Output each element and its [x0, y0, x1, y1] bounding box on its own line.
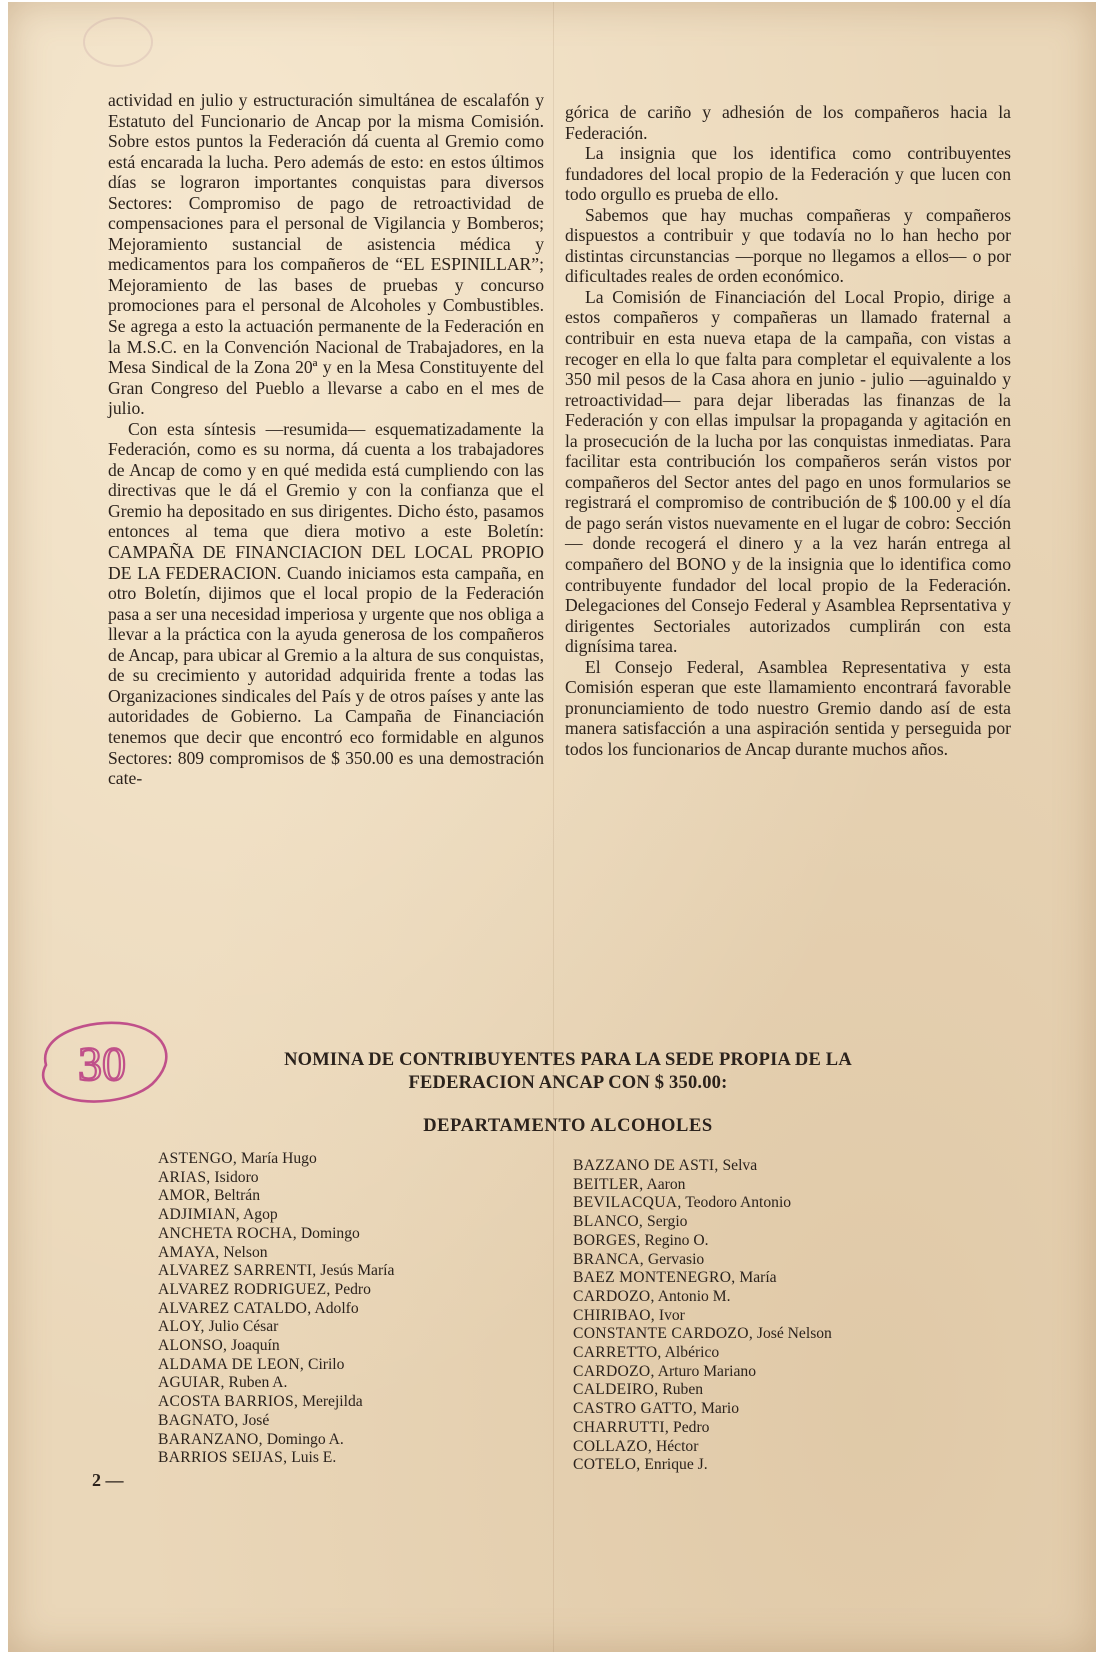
- contributor-entry: [158, 1281, 538, 1300]
- contributor-entry: [573, 1400, 953, 1419]
- contributor-entry: [158, 1412, 538, 1431]
- heading-line-2: FEDERACION ANCAP CON $ 350.00:: [408, 1073, 728, 1093]
- contributor-entry: [573, 1419, 953, 1438]
- contributor-given-name: Antonio M.: [657, 1287, 731, 1305]
- contributor-entry: [573, 1381, 953, 1400]
- left-paragraph-2: Con esta síntesis —resumida— esquematizadamente la Federación, como es su norma, dá cuenta a los trabajadores de Ancap de como y en qué medida está cumpliendo con las directivas que le dá el Gremio y con la confianza que el Gremio ha depositado en sus dirigentes. Dicho ésto, pasamos entonces al tema que diera motivo a este Boletín: CAMPAÑA DE FINANCIACION DEL LOCAL PROPIO DE LA FEDERACION. Cuando iniciamos esta campaña, en otro Boletín, dijimos que el local propio de la Federación pasa a ser una necesidad imperiosa y urgente que nos obliga a llevar a la práctica con la ayuda generosa de los compañeros de Ancap, para ubicar al Gremio a la altura de sus conquistas, de su crecimiento y autoridad adquirida frente a todas las Organizaciones sindicales del País y de otros países y ante las autoridades de Gobierno. La Campaña de Financiación tenemos que decir que encontró eco formidable en algunos Sectores: 809 compromisos de $ 350.00 es una demostración cate-: [108, 418, 544, 789]
- contributor-surname: CONSTANTE CARDOZO,: [573, 1325, 754, 1343]
- contributor-entry: [573, 1232, 953, 1251]
- contributor-entry: [573, 1213, 953, 1232]
- contributor-surname: AGUIAR,: [158, 1374, 225, 1392]
- contributor-given-name: Joaquín: [231, 1337, 280, 1355]
- contributor-given-name: Gervasio: [647, 1250, 705, 1268]
- contributor-given-name: José: [242, 1411, 270, 1429]
- contributor-surname: BAGNATO,: [158, 1411, 239, 1429]
- contributor-given-name: Mario: [700, 1400, 740, 1418]
- contributor-entry: [158, 1225, 538, 1244]
- contributor-entry: [573, 1194, 953, 1213]
- contributor-surname: AMAYA,: [158, 1243, 220, 1261]
- contributor-given-name: Merejilda: [302, 1393, 363, 1411]
- contributor-given-name: Cirilo: [308, 1355, 345, 1373]
- contributor-surname: BARRIOS SEIJAS,: [158, 1449, 288, 1467]
- contributor-surname: CHARRUTTI,: [573, 1418, 670, 1436]
- contributor-given-name: Héctor: [655, 1437, 699, 1455]
- contributor-surname: ALVAREZ RODRIGUEZ,: [158, 1280, 331, 1298]
- contributor-surname: ALONSO,: [158, 1337, 228, 1355]
- left-paragraph-1: actividad en julio y estructuración simultánea de escalafón y Estatuto del Funcionario de Ancap por la misma Comisión. Sobre estos puntos la Federación dá cuenta al Gremio como está encarada la lucha. Pero además de esto: en estos últimos días se lograron importantes conquistas para diversos Sectores: Compromiso de pago de retroactividad de compensaciones para el personal de Vigilancia y Bomberos; Mejoramiento sustancial de asistencia médica y medicamentos para los compañeros de “EL ESPINILLAR”; Mejoramiento de las bases de pruebas y concurso promociones para el personal de Alcoholes y Combustibles. Se agrega a esto la actuación permanente de la Federación en la M.S.C. en la Convención Nacional de Trabajadores, en la Mesa Sindical de la Zona 20ª y en la Mesa Constituyente del Gran Congreso del Pueblo a llevarse a cabo en el mes de julio.: [108, 90, 544, 419]
- contributor-surname: CHIRIBAO,: [573, 1306, 655, 1324]
- contributor-entry: [573, 1344, 953, 1363]
- contributor-entry: [158, 1262, 538, 1281]
- contributor-surname: CARDOZO,: [573, 1287, 655, 1305]
- contributor-surname: CARDOZO,: [573, 1362, 655, 1380]
- contributor-entry: [573, 1307, 953, 1326]
- right-paragraph-5: El Consejo Federal, Asamblea Representativa y esta Comisión esperan que este llamamiento encontrará favorable pronunciamiento de todo nuestro Gremio dando así de esta manera satisfacción a una aspiración sentida y perseguida por todos los funcionarios de Ancap durante muchos años.: [565, 656, 1011, 759]
- document-page: [8, 2, 1096, 1652]
- contributor-entry: [158, 1244, 538, 1263]
- contributor-surname: ADJIMIAN,: [158, 1206, 240, 1224]
- contributor-entry: [573, 1456, 953, 1475]
- contributor-given-name: Beltrán: [214, 1187, 260, 1205]
- contributor-entry: [573, 1176, 953, 1195]
- right-paragraph-1: górica de cariño y adhesión de los compañeros hacia la Federación.: [565, 102, 1011, 143]
- contributor-given-name: María Hugo: [240, 1150, 317, 1167]
- contributor-given-name: Agop: [243, 1206, 278, 1224]
- contributor-entry: [573, 1251, 953, 1270]
- handwritten-circled-number-stamp: [28, 1010, 178, 1110]
- contributor-given-name: Teodoro Antonio: [685, 1194, 792, 1212]
- contributor-given-name: Nelson: [223, 1243, 268, 1261]
- left-text-column: [108, 90, 544, 789]
- contributor-surname: BAZZANO DE ASTI,: [573, 1157, 719, 1174]
- contributor-entry: [158, 1169, 538, 1188]
- contributors-list-heading: [188, 1049, 948, 1095]
- contributor-surname: ALOY,: [158, 1318, 205, 1336]
- contributor-given-name: Sergio: [647, 1213, 688, 1231]
- contributor-surname: BORGES,: [573, 1231, 641, 1249]
- contributor-given-name: Domingo: [300, 1224, 360, 1242]
- contributor-given-name: Adolfo: [314, 1299, 359, 1317]
- contributor-surname: ALVAREZ SARRENTI,: [158, 1262, 317, 1280]
- contributor-entry: [158, 1206, 538, 1225]
- contributor-surname: BEVILACQUA,: [573, 1194, 682, 1212]
- contributor-entry: [158, 1337, 538, 1356]
- contributor-surname: CARRETTO,: [573, 1344, 662, 1362]
- contributor-surname: BAEZ MONTENEGRO,: [573, 1269, 736, 1287]
- contributor-given-name: Selva: [722, 1157, 758, 1174]
- contributor-entry: [158, 1374, 538, 1393]
- stamp-number: 30: [78, 1038, 126, 1091]
- contributor-surname: BRANCA,: [573, 1250, 644, 1268]
- page-number: 2 —: [92, 1470, 124, 1490]
- contributor-given-name: Ruben: [662, 1381, 704, 1399]
- contributor-entry: [158, 1187, 538, 1206]
- contributor-surname: ANCHETA ROCHA,: [158, 1224, 297, 1242]
- contributor-given-name: Pedro: [334, 1280, 371, 1298]
- contributors-list-left: [158, 1150, 538, 1468]
- right-paragraph-2: La insignia que los identifica como contribuyentes fundadores del local propio de la Federación y que lucen con todo orgullo es prueba de ello.: [565, 143, 1011, 205]
- contributor-given-name: Aaron: [646, 1175, 686, 1193]
- department-title: DEPARTAMENTO ALCOHOLES: [423, 1116, 713, 1136]
- contributor-surname: CASTRO GATTO,: [573, 1400, 698, 1418]
- contributor-entry: [158, 1150, 538, 1169]
- contributor-surname: ARIAS,: [158, 1168, 211, 1186]
- contributor-entry: [573, 1157, 953, 1176]
- contributor-surname: ASTENGO,: [158, 1150, 238, 1167]
- contributor-entry: [158, 1393, 538, 1412]
- contributor-entry: [158, 1356, 538, 1375]
- contributor-surname: ACOSTA BARRIOS,: [158, 1393, 299, 1411]
- contributor-entry: [573, 1438, 953, 1457]
- contributor-entry: [158, 1300, 538, 1319]
- right-text-column: [565, 102, 1011, 760]
- contributor-entry: [158, 1318, 538, 1337]
- contributor-given-name: Jesús María: [320, 1262, 395, 1280]
- contributor-surname: AMOR,: [158, 1187, 211, 1205]
- contributor-surname: COLLAZO,: [573, 1437, 653, 1455]
- contributor-given-name: Enrique J.: [644, 1456, 708, 1474]
- contributor-entry: [573, 1325, 953, 1344]
- contributor-given-name: Ruben A.: [228, 1374, 288, 1392]
- contributor-given-name: Albérico: [664, 1344, 720, 1362]
- contributor-given-name: Luis E.: [291, 1449, 337, 1467]
- contributor-given-name: Pedro: [673, 1418, 710, 1436]
- contributor-given-name: Regino O.: [644, 1231, 709, 1249]
- contributor-entry: [573, 1269, 953, 1288]
- heading-line-1: NOMINA DE CONTRIBUYENTES PARA LA SEDE PROPIA DE LA: [284, 1050, 852, 1070]
- contributor-entry: [158, 1449, 538, 1468]
- contributor-surname: CALDEIRO,: [573, 1381, 659, 1399]
- faint-stamp-mark: [78, 12, 158, 72]
- contributor-entry: [573, 1363, 953, 1382]
- contributor-given-name: Domingo A.: [266, 1430, 344, 1448]
- contributor-given-name: María: [739, 1269, 777, 1287]
- contributor-surname: BEITLER,: [573, 1175, 644, 1193]
- contributor-given-name: Ivor: [658, 1306, 685, 1324]
- page-crease: [553, 2, 554, 1652]
- contributor-entry: [158, 1431, 538, 1450]
- contributor-given-name: José Nelson: [756, 1325, 832, 1343]
- contributor-surname: BARANZANO,: [158, 1430, 263, 1448]
- contributor-given-name: Julio César: [208, 1318, 279, 1336]
- contributor-surname: BLANCO,: [573, 1213, 644, 1231]
- contributor-entry: [573, 1288, 953, 1307]
- contributor-given-name: Arturo Mariano: [657, 1362, 757, 1380]
- right-paragraph-4: La Comisión de Financiación del Local Propio, dirige a estos compañeros y compañeras un llamado fraternal a contribuir en esta nueva etapa de la campaña, con vistas a recoger en ella lo que falta para completar el equivalente a los 350 mil pesos de la Casa ahora en junio - julio —aguinaldo y retroactividad— para dejar liberadas las finanzas de la Federación y con ellas impulsar la propaganda y agitación en la prosecución de la lucha por las conquistas inmediatas. Para facilitar esta contribución los compañeros serán vistos por compañeros del Sector antes del pago en unos formularios se registrará el compromiso de contribución de $ 100.00 y el día de pago serán vistos nuevamente en el lugar de cobro: Sección — donde recogerá el dinero y a la vez harán entrega al compañero del BONO y de la insignia que lo identifica como contribuyente fundador del local propio de la Federación. Delegaciones del Consejo Federal y Asamblea Reprsentativa y dirigentes Sectoriales autorizados cumplirán con esta dignísima tarea.: [565, 286, 1011, 657]
- right-paragraph-3: Sabemos que hay muchas compañeras y compañeros dispuestos a contribuir y que todavía no lo han hecho por distintas circunstancias —porque no llegamos a ellos— o por dificultades reales de orden económico.: [565, 204, 1011, 287]
- contributors-list-right: [573, 1157, 953, 1475]
- contributor-given-name: Isidoro: [214, 1168, 259, 1186]
- contributor-surname: ALDAMA DE LEON,: [158, 1355, 305, 1373]
- contributor-surname: COTELO,: [573, 1456, 641, 1474]
- contributor-surname: ALVAREZ CATALDO,: [158, 1299, 312, 1317]
